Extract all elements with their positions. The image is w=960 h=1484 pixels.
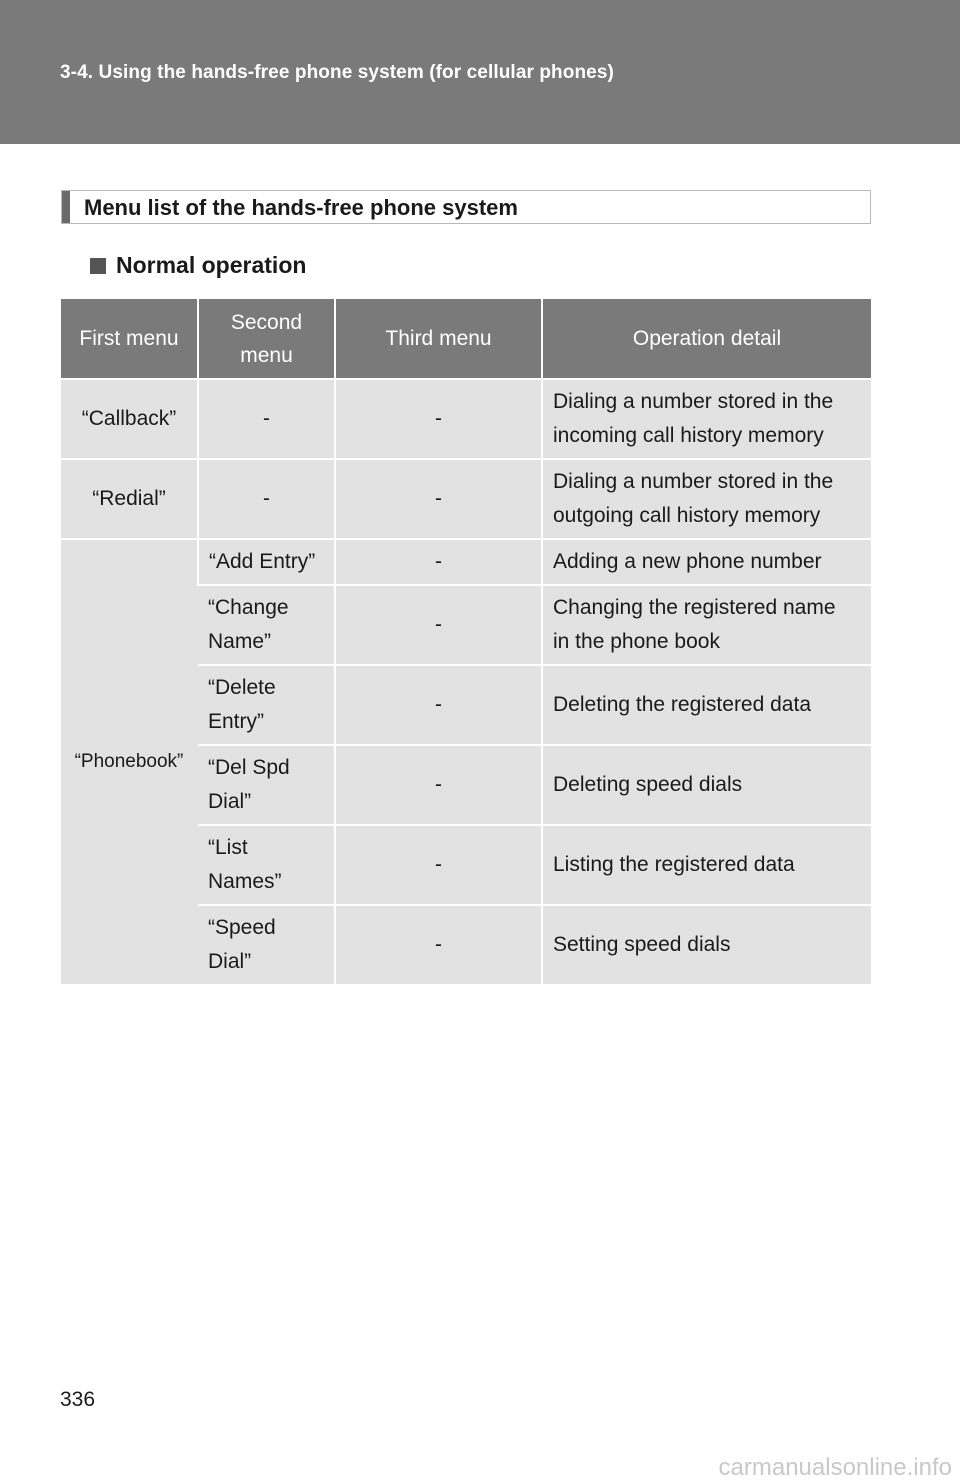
cell-operation-detail: Dialing a number stored in the incoming call history memory: [542, 379, 871, 459]
header-first-menu: First menu: [61, 299, 198, 379]
section-heading: [61, 190, 871, 224]
cell-second-menu: -: [198, 379, 335, 459]
header-second-menu: Second menu: [198, 299, 335, 379]
table-row: [61, 539, 871, 585]
cell-second-menu: “Change Name”: [198, 585, 335, 665]
subheading-text: Normal operation: [116, 252, 307, 278]
cell-operation-detail: Setting speed dials: [542, 905, 871, 984]
cell-third-menu: -: [335, 379, 542, 459]
cell-second-menu: -: [198, 459, 335, 539]
cell-operation-detail: Adding a new phone number: [542, 539, 871, 585]
cell-third-menu: -: [335, 539, 542, 585]
cell-third-menu: -: [335, 665, 542, 745]
watermark: carmanualsonline.info: [718, 1454, 952, 1481]
cell-operation-detail: Listing the registered data: [542, 825, 871, 905]
cell-second-menu: “Del Spd Dial”: [198, 745, 335, 825]
cell-operation-detail: Dialing a number stored in the outgoing call history memory: [542, 459, 871, 539]
cell-operation-detail: Changing the registered name in the phone book: [542, 585, 871, 665]
section-title: 3-4. Using the hands-free phone system (for cellular phones): [60, 62, 614, 83]
page-header: [0, 0, 960, 144]
heading-accent-bar: [62, 191, 70, 223]
page-number: 336: [60, 1388, 96, 1411]
cell-third-menu: -: [335, 905, 542, 984]
section-heading-text: Menu list of the hands-free phone system: [84, 195, 518, 220]
cell-second-menu: “Add Entry”: [198, 539, 335, 585]
table-row: [61, 379, 871, 459]
header-operation-detail: Operation detail: [542, 299, 871, 379]
cell-operation-detail: Deleting speed dials: [542, 745, 871, 825]
cell-second-menu: “Speed Dial”: [198, 905, 335, 984]
table-header-row: [61, 299, 871, 379]
cell-second-menu: “Delete Entry”: [198, 665, 335, 745]
subheading: [90, 252, 306, 279]
cell-third-menu: -: [335, 585, 542, 665]
cell-first-menu: “Redial”: [61, 459, 198, 539]
cell-first-menu: “Callback”: [61, 379, 198, 459]
table-row: [61, 459, 871, 539]
cell-third-menu: -: [335, 745, 542, 825]
cell-first-menu-phonebook: “Phonebook”: [61, 539, 198, 984]
cell-third-menu: -: [335, 459, 542, 539]
menu-table: [61, 299, 871, 984]
square-bullet-icon: [90, 258, 106, 274]
cell-third-menu: -: [335, 825, 542, 905]
cell-second-menu: “List Names”: [198, 825, 335, 905]
cell-operation-detail: Deleting the registered data: [542, 665, 871, 745]
header-third-menu: Third menu: [335, 299, 542, 379]
